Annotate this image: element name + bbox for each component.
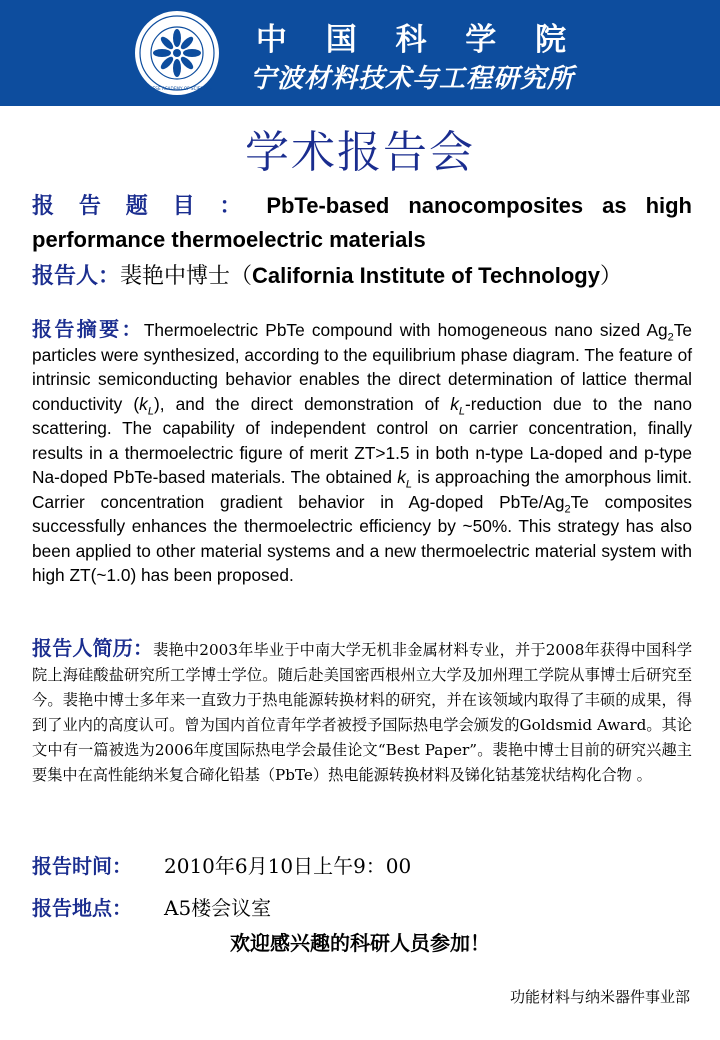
institute-name: 宁波材料技术与工程研究所 <box>249 64 574 94</box>
abstract-text-3: ), and the direct demonstration of <box>153 393 451 414</box>
report-topic <box>32 189 692 256</box>
abstract-sub-1: 2 <box>667 331 674 344</box>
abstract-kl-2: k <box>450 393 459 414</box>
topic-text: PbTe-based nanocomposites as high performance thermoelectric materials <box>32 193 692 252</box>
abstract-kl-3: k <box>397 467 406 487</box>
abstract-text-4: -reduction due to the nano scattering. The capability of independent control on carrier concentration, finally results in a thermoelectric figure of merit ZT>1.5 in both n-type La-doped and p-type Na-doped PbTe-based materials. The obtained <box>32 393 692 487</box>
speaker-line <box>32 260 702 293</box>
abstract-kl-2-sub: L <box>458 404 465 417</box>
abstract-text-6: Te composites successfully enhances the thermoelectric efficiency by ~50%. This strategy has also been applied to other material systems and a new thermoelectric material system with high ZT(~1.0) has been proposed. <box>32 491 692 585</box>
abstract-kl-3-sub: L <box>405 478 412 491</box>
abstract-sub-2: 2 <box>564 502 571 515</box>
report-time <box>32 851 412 881</box>
speaker-name: 裴艳中博士（ <box>120 264 253 289</box>
abstract-kl-1-sub: L <box>147 404 154 417</box>
header-banner <box>0 0 720 106</box>
bio-label: 报告人简历： <box>32 636 154 660</box>
logo-ring-text: CHINESE ACADEMY OF SCIENCES <box>142 86 212 91</box>
department-name: 功能材料与纳米器件事业部 <box>509 988 690 1006</box>
speaker-label: 报告人： <box>32 264 121 289</box>
org-name: 中 国 科 学 院 <box>255 22 581 58</box>
time-label: 报告时间： <box>32 854 132 878</box>
cas-logo-icon <box>134 10 220 96</box>
page-title: 学术报告会 <box>245 127 475 178</box>
abstract <box>32 317 692 588</box>
speaker-bio <box>32 636 692 788</box>
speaker-close: ） <box>599 264 622 289</box>
abstract-label: 报告摘要： <box>32 317 144 341</box>
topic-label: 报告题目： <box>32 194 267 219</box>
abstract-kl-1: k <box>139 393 148 414</box>
abstract-text-2: Te particles were synthesized, according to the equilibrium phase diagram. The feature of intrinsic semiconducting behavior enables the direct determination of lattice thermal conductivity ( <box>32 320 693 414</box>
bio-text: 裴艳中2003年毕业于中南大学无机非金属材料专业，并于2008年获得中国科学院上海硅酸盐研究所工学博士学位。随后赴美国密西根州立大学及加州理工学院从事博士后研究至今。裴艳中博士多年来一直致力于热电能源转换材料的研究，并在该领域内取得了丰硕的成果，得到了业内的高度认可。曾为国内首位青年学者被授予国际热电学会颁发的Goldsmid Award。其论文中有一篇被选为2006年度国际热电学会最佳论文“Best Paper”。裴艳中博士目前的研究兴趣主要集中在高性能纳米复合碲化铅基（PbTe）热电能源转换材料及锑化钴基笼状结构化合物 。 <box>32 641 693 784</box>
abstract-text-1: Thermoelectric PbTe compound with homogeneous nano sized Ag <box>143 320 668 340</box>
place-value: A5楼会议室 <box>164 896 272 920</box>
abstract-text-5: is approaching the amorphous limit. Carrier concentration gradient behavior in Ag-doped PbTe/Ag <box>32 467 692 512</box>
report-place <box>32 893 272 923</box>
welcome-message: 欢迎感兴趣的科研人员参加！ <box>230 931 490 955</box>
time-value: 2010年6月10日上午9：00 <box>164 854 412 878</box>
speaker-institution: California Institute of Technology <box>252 263 600 288</box>
place-label: 报告地点： <box>32 896 132 920</box>
